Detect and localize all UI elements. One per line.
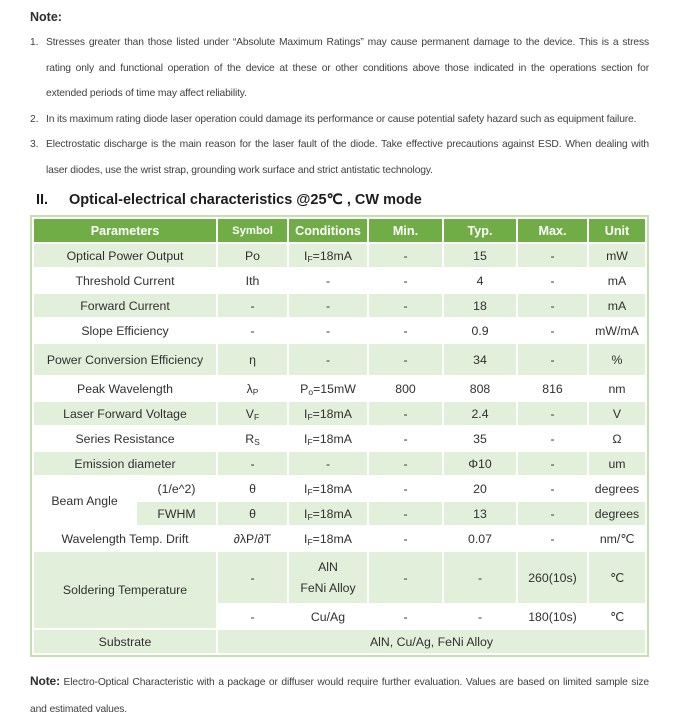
cell-typ: 2.4 <box>444 402 516 425</box>
cell-unit: Ω <box>589 427 645 450</box>
cell-typ: 808 <box>444 377 516 400</box>
cell-unit: ℃ <box>589 605 645 628</box>
cell-param: Power Conversion Efficiency <box>34 344 216 375</box>
cell-symbol: $V_F$ <box>218 402 287 425</box>
cell-max: - <box>518 244 587 267</box>
cell-conditions: Cu/Ag <box>289 605 367 628</box>
cell-symbol: $\lambda_P$ <box>218 377 287 400</box>
cell-param-group: Beam Angle <box>34 477 135 525</box>
cell-typ: - <box>444 552 516 603</box>
table-row <box>34 294 645 317</box>
cell-unit: mA <box>589 294 645 317</box>
cell-symbol: - <box>218 605 287 628</box>
cell-conditions: - <box>289 344 367 375</box>
bottom-note-text: Electro-Optical Characteristic with a package or diffuser would require further evaluation. Values are based on limited sample size and estimated values. <box>30 677 649 715</box>
table-row <box>34 552 645 603</box>
cell-max: - <box>518 477 587 500</box>
cell-symbol: - <box>218 319 287 342</box>
bottom-note-heading: Note: <box>30 674 60 688</box>
header-symbol: Symbol <box>218 219 287 242</box>
cell-min: - <box>369 527 442 550</box>
cell-min: - <box>369 502 442 525</box>
cell-typ: 0.07 <box>444 527 516 550</box>
cell-conditions: AlN FeNi Alloy <box>289 552 367 603</box>
cell-max: - <box>518 527 587 550</box>
cell-unit: V <box>589 402 645 425</box>
cell-conditions: - <box>289 452 367 475</box>
characteristics-table <box>30 215 649 657</box>
cell-substrate-value: AlN, Cu/Ag, FeNi Alloy <box>218 630 645 653</box>
table-row <box>34 244 645 267</box>
note-number: 2. <box>30 113 39 125</box>
cell-min: - <box>369 452 442 475</box>
cell-param-sub: FWHM <box>137 502 216 525</box>
cell-typ: 20 <box>444 477 516 500</box>
cell-param: Slope Efficiency <box>34 319 216 342</box>
note-number: 3. <box>30 139 39 150</box>
cell-param: Laser Forward Voltage <box>34 402 216 425</box>
cell-unit: nm/℃ <box>589 527 645 550</box>
cell-typ: 15 <box>444 244 516 267</box>
cell-symbol: - <box>218 294 287 317</box>
cell-max: - <box>518 319 587 342</box>
cell-param: Optical Power Output <box>34 244 216 267</box>
cell-unit: degrees <box>589 502 645 525</box>
cell-max: - <box>518 344 587 375</box>
cell-unit: mW <box>589 244 645 267</box>
cell-symbol: θ <box>218 502 287 525</box>
cell-typ: - <box>444 605 516 628</box>
table-row <box>34 527 645 550</box>
section-title <box>36 192 649 208</box>
cell-conditions: $I_F=18mA$ <box>289 502 367 525</box>
cell-unit: mW/mA <box>589 319 645 342</box>
cell-conditions: - <box>289 294 367 317</box>
header-unit: Unit <box>589 219 645 242</box>
cell-max: 816 <box>518 377 587 400</box>
cell-min: - <box>369 344 442 375</box>
cell-typ: 13 <box>444 502 516 525</box>
cell-param: Peak Wavelength <box>34 377 216 400</box>
bottom-note <box>30 668 649 723</box>
cell-conditions: - <box>289 269 367 292</box>
note-number: 1. <box>30 37 39 48</box>
cell-min: 800 <box>369 377 442 400</box>
section-numeral: II. <box>36 192 49 208</box>
note-text: Electrostatic discharge is the main reason for the laser fault of the diode. Take effective precautions against ESD. When dealing with laser diodes, use the wrist strap, grounding work surface and strict antistatic technology. <box>46 139 649 176</box>
table-row <box>34 319 645 342</box>
cell-typ: Φ10 <box>444 452 516 475</box>
cell-symbol: ∂λP/∂T <box>218 527 287 550</box>
cell-min: - <box>369 552 442 603</box>
table-row <box>34 477 645 500</box>
table-row <box>34 344 645 375</box>
notes-heading: Note: <box>30 10 62 24</box>
cell-max: - <box>518 294 587 317</box>
table-row <box>34 452 645 475</box>
cell-min: - <box>369 319 442 342</box>
cell-symbol: - <box>218 552 287 603</box>
cell-param-group: Soldering Temperature <box>34 552 216 628</box>
cell-symbol: Ith <box>218 269 287 292</box>
cell-param: Emission diameter <box>34 452 216 475</box>
cell-conditions: $I_F=18mA$ <box>289 244 367 267</box>
note-text: In its maximum rating diode laser operation could damage its performance or cause potential safety hazard such as equipment failure. <box>46 113 637 125</box>
cell-min: - <box>369 402 442 425</box>
notes-list <box>30 30 649 183</box>
cell-max: - <box>518 502 587 525</box>
cell-param: Wavelength Temp. Drift <box>34 527 216 550</box>
cell-max: - <box>518 452 587 475</box>
cell-min: - <box>369 294 442 317</box>
cell-symbol: η <box>218 344 287 375</box>
cell-min: - <box>369 427 442 450</box>
header-parameters: Parameters <box>34 219 216 242</box>
cell-max: 260(10s) <box>518 552 587 603</box>
header-conditions: Conditions <box>289 219 367 242</box>
cell-typ: 4 <box>444 269 516 292</box>
cell-param: Forward Current <box>34 294 216 317</box>
cell-max: - <box>518 427 587 450</box>
cell-typ: 18 <box>444 294 516 317</box>
cell-conditions: $I_F=18mA$ <box>289 477 367 500</box>
cell-unit: mA <box>589 269 645 292</box>
cell-symbol: Po <box>218 244 287 267</box>
cell-unit: um <box>589 452 645 475</box>
cell-min: - <box>369 605 442 628</box>
table-row <box>34 377 645 400</box>
cell-unit: nm <box>589 377 645 400</box>
cell-unit: degrees <box>589 477 645 500</box>
cell-conditions: $P_o=15mW$ <box>289 377 367 400</box>
header-min: Min. <box>369 219 442 242</box>
note-text: Stresses greater than those listed under “Absolute Maximum Ratings” may cause permanent damage to the device. This is a stress rating only and functional operation of the device at these or other conditions above those indicated in the operations section for extended periods of time may affect reliability. <box>46 37 649 99</box>
table-row <box>34 427 645 450</box>
cell-max: - <box>518 269 587 292</box>
cell-param: Series Resistance <box>34 427 216 450</box>
section-title-text: Optical-electrical characteristics @25℃ , CW mode <box>69 192 422 208</box>
cell-max: - <box>518 402 587 425</box>
cell-typ: 34 <box>444 344 516 375</box>
table-row <box>34 269 645 292</box>
cell-symbol: θ <box>218 477 287 500</box>
cell-param: Threshold Current <box>34 269 216 292</box>
note-item <box>30 107 649 133</box>
cell-typ: 35 <box>444 427 516 450</box>
cell-param-sub: (1/e^2) <box>137 477 216 500</box>
cell-max: 180(10s) <box>518 605 587 628</box>
cell-param: Substrate <box>34 630 216 653</box>
table-row <box>34 402 645 425</box>
cell-typ: 0.9 <box>444 319 516 342</box>
cell-conditions: $I_F=18mA$ <box>289 402 367 425</box>
note-item <box>30 132 649 183</box>
cell-symbol: $R_S$ <box>218 427 287 450</box>
cell-conditions: - <box>289 319 367 342</box>
cell-unit: % <box>589 344 645 375</box>
header-typ: Typ. <box>444 219 516 242</box>
cell-symbol: - <box>218 452 287 475</box>
cell-min: - <box>369 244 442 267</box>
cell-conditions: $I_F=18mA$ <box>289 527 367 550</box>
table-row <box>34 630 645 653</box>
table-header-row <box>34 219 645 242</box>
note-item <box>30 30 649 107</box>
cell-conditions: $I_F=18mA$ <box>289 427 367 450</box>
cell-min: - <box>369 477 442 500</box>
cell-min: - <box>369 269 442 292</box>
cell-unit: ℃ <box>589 552 645 603</box>
header-max: Max. <box>518 219 587 242</box>
